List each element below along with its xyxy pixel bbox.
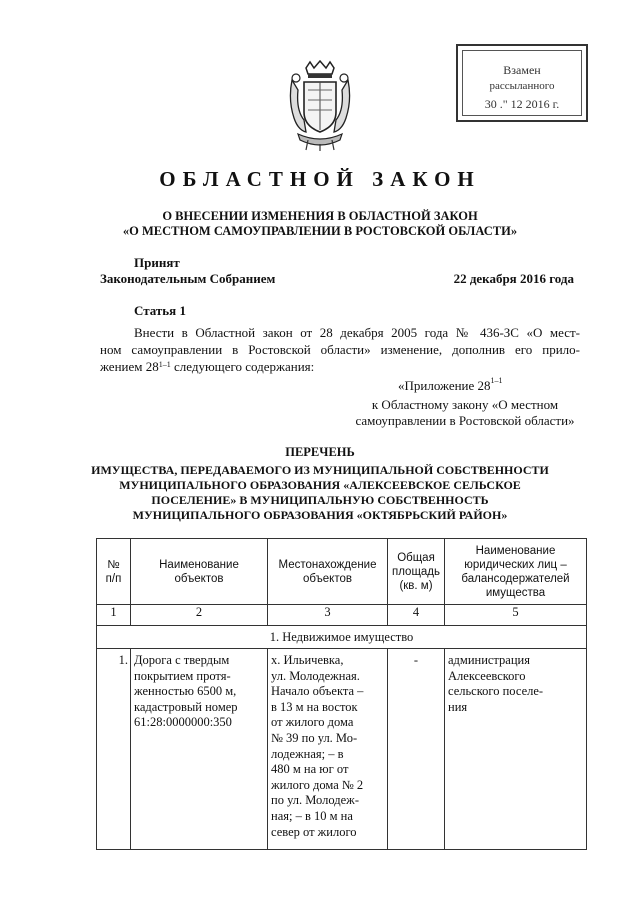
- header-area-line-1: Общая: [397, 551, 435, 564]
- article-line-3-pre: жением 28: [100, 359, 159, 374]
- header-object-name-line-2: объектов: [174, 572, 224, 585]
- subtitle-line-1: О ВНЕСЕНИИ ИЗМЕНЕНИЯ В ОБЛАСТНОЙ ЗАКОН: [162, 209, 478, 223]
- column-number-cell: 1: [97, 605, 131, 626]
- location-line: 480 м на юг от: [271, 762, 349, 777]
- column-number-cell: 2: [131, 605, 268, 626]
- name-line: кадастровый номер: [134, 699, 238, 714]
- law-subtitle: [100, 209, 540, 239]
- article-line-3-sup: 1–1: [158, 360, 171, 369]
- section-row: [97, 626, 587, 649]
- stamp-line-1: Взамен: [503, 63, 541, 77]
- annex-title-sup: 1–1: [490, 376, 503, 385]
- list-sub-line-2: МУНИЦИПАЛЬНОГО ОБРАЗОВАНИЯ «АЛЕКСЕЕВСКОЕ СЕЛЬСКОЕ: [119, 478, 521, 492]
- article-line-3-post: следующего содержания:: [170, 359, 315, 374]
- annex-ref-line-1: к Областному закону «О местном: [371, 397, 559, 412]
- name-line: женностью 6500 м,: [134, 684, 237, 699]
- list-sub-line-1: ИМУЩЕСТВА, ПЕРЕДАВАЕМОГО ИЗ МУНИЦИПАЛЬНОЙ СОБСТВЕННОСТИ: [91, 463, 549, 477]
- location-line: х. Ильичевка,: [271, 653, 344, 667]
- header-area: [388, 539, 445, 605]
- property-table: [96, 538, 587, 850]
- subtitle-line-2: «О МЕСТНОМ САМОУПРАВЛЕНИИ В РОСТОВСКОЙ ОБЛАСТИ»: [122, 224, 518, 238]
- location-line: лодежная; – в: [271, 746, 344, 761]
- document-title: ОБЛАСТНОЙ ЗАКОН: [159, 167, 481, 191]
- rostov-coat-of-arms-icon: [284, 60, 356, 152]
- header-holder-line-3: балансодержателей: [461, 572, 570, 585]
- location-line: № 39 по ул. Мо-: [271, 730, 358, 745]
- article-line-3: [100, 358, 580, 375]
- header-holder-line-4: имущества: [485, 586, 546, 599]
- stamp-line-2: рассыланного: [489, 80, 555, 92]
- row-area: -: [388, 649, 445, 850]
- location-line: ная; – в 10 м на: [271, 808, 353, 823]
- column-number-row: [97, 605, 587, 626]
- list-subtitle: [80, 463, 560, 523]
- adopted-label: Принят: [134, 255, 180, 270]
- name-line: Дорога с твердым: [134, 653, 230, 667]
- adopted-by: Законодательным Собранием: [100, 271, 276, 286]
- list-sub-line-3: ПОСЕЛЕНИЕ» В МУНИЦИПАЛЬНУЮ СОБСТВЕННОСТЬ: [151, 493, 489, 507]
- header-holder: [445, 539, 587, 605]
- article-paragraph: [100, 324, 580, 375]
- row-number: 1.: [97, 649, 131, 850]
- name-line: 61:28:0000000:350: [134, 715, 232, 730]
- location-line: Начало объекта –: [271, 684, 364, 699]
- header-object-name: [131, 539, 268, 605]
- annex-title-text: «Приложение 28: [398, 378, 491, 393]
- header-number-line-1: №: [107, 558, 120, 571]
- location-line: север от жилого: [271, 824, 357, 839]
- adopted-date: 22 декабря 2016 года: [453, 271, 574, 286]
- location-line: в 13 м на восток: [271, 699, 358, 714]
- header-holder-line-2: юридических лиц –: [464, 558, 567, 571]
- column-number-cell: 4: [388, 605, 445, 626]
- stamp-inner-frame: [462, 50, 582, 116]
- annex-reference: [345, 397, 585, 429]
- header-number-line-2: п/п: [105, 572, 122, 585]
- header-object-name-line-1: Наименование: [159, 558, 239, 571]
- location-line: от жилого дома: [271, 715, 354, 730]
- article-line-2: ном самоуправлении в Ростовской области» изменение, дополнив его прило-: [100, 342, 580, 357]
- replacement-stamp: [456, 44, 588, 122]
- holder-line: администрация: [448, 653, 530, 667]
- stamp-line-3: 30 ." 12 2016 г.: [484, 97, 560, 111]
- name-line: покрытием протя-: [134, 668, 231, 683]
- header-area-line-3: (кв. м): [399, 579, 433, 592]
- list-title: ПЕРЕЧЕНЬ: [285, 445, 355, 459]
- article-heading: Статья 1: [134, 303, 186, 318]
- table-row: [97, 649, 587, 850]
- list-sub-line-4: МУНИЦИПАЛЬНОГО ОБРАЗОВАНИЯ «ОКТЯБРЬСКИЙ РАЙОН»: [132, 508, 508, 522]
- header-location-line-1: Местонахождение: [278, 558, 377, 571]
- row-holder: [445, 649, 587, 850]
- article-line-1: Внести в Областной закон от 28 декабря 2005 года № 436-ЗС «О мест-: [134, 325, 580, 340]
- section-heading: 1. Недвижимое имущество: [97, 626, 587, 649]
- header-holder-line-1: Наименование: [475, 544, 556, 557]
- header-number: [97, 539, 131, 605]
- holder-line: сельского поселе-: [448, 684, 544, 699]
- column-number-cell: 3: [268, 605, 388, 626]
- location-line: по ул. Молодеж-: [271, 793, 359, 808]
- annex-title: [398, 378, 503, 394]
- row-location: [268, 649, 388, 850]
- header-area-line-2: площадь: [391, 565, 441, 578]
- table-header-row: [97, 539, 587, 605]
- row-object-name: [131, 649, 268, 850]
- header-location: [268, 539, 388, 605]
- location-line: ул. Молодежная.: [271, 668, 360, 683]
- annex-ref-line-2: самоуправлении в Ростовской области»: [355, 413, 575, 428]
- header-location-line-2: объектов: [303, 572, 352, 585]
- holder-line: ния: [448, 699, 468, 714]
- column-number-cell: 5: [445, 605, 587, 626]
- holder-line: Алексеевского: [448, 668, 526, 683]
- location-line: жилого дома № 2: [271, 777, 364, 792]
